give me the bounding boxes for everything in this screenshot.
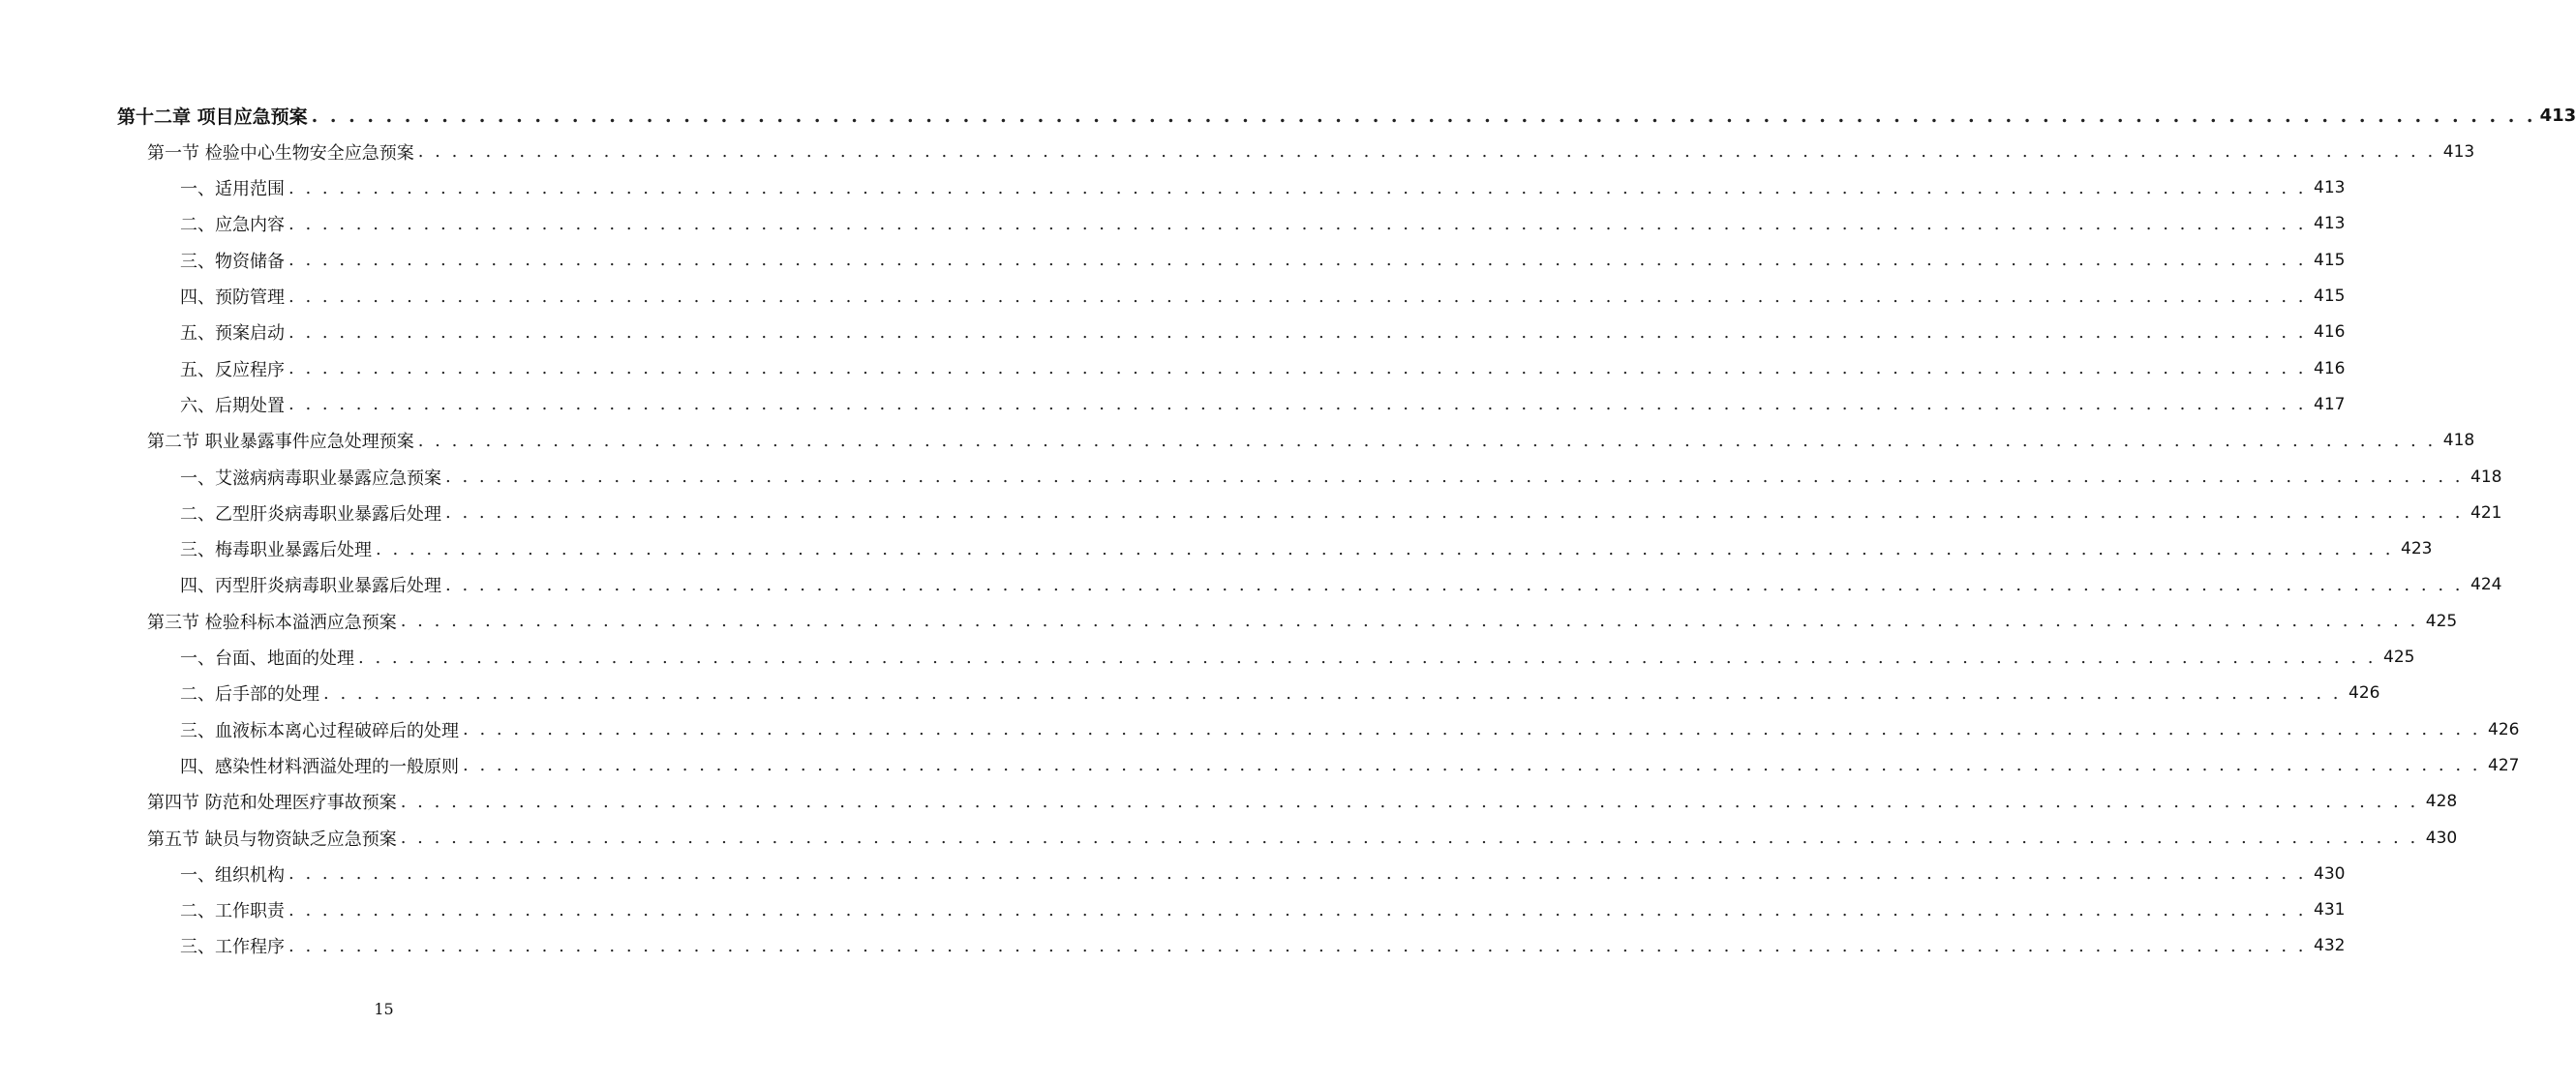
dot-leader: . . . . . . . . . . . . . . . . . . . . . . . . . . . . . . . . . . . . . . . . . . . . . . . . . . . . . . . . . . . . . . . . . . . . . . . . . . . . . . . . . . . . . . . . . . . . . . . . . . . . . . . . . . . . . . . . . . . . . . . . (288, 863, 2307, 885)
toc-entry-title: 第一节 检验中心生物安全应急预案 (147, 142, 414, 164)
toc-entry-title: 二、工作职责 (180, 901, 285, 922)
toc-entry-title: 四、预防管理 (180, 287, 285, 308)
dot-leader: . . . . . . . . . . . . . . . . . . . . . . . . . . . . . . . . . . . . . . . . . . . . . . . . . . . . . . . . . . . . . . . . . . . . . . . . . . . . . . . . . . . . . . . . . . . . . . . . . . . . . . . . . . . . . . . . . . . . . . . . (417, 430, 2437, 451)
toc-subsection-entry[interactable] (0, 350, 2346, 386)
toc-entry-page: 427 (2488, 755, 2520, 775)
toc-subsection-entry[interactable] (0, 747, 2520, 783)
toc-entry-page: 425 (2425, 611, 2458, 631)
toc-entry-title: 三、梅毒职业暴露后处理 (180, 540, 372, 561)
toc-entry-page: 426 (2488, 719, 2520, 739)
toc-entry-title: 第二节 职业暴露事件应急处理预案 (147, 432, 414, 453)
toc-entry-title: 四、感染性材料洒溢处理的一般原则 (180, 756, 459, 777)
toc-entry-page: 413 (2314, 178, 2346, 198)
toc-entry-title: 一、艾滋病病毒职业暴露应急预案 (180, 468, 441, 489)
toc-entry-title: 三、血液标本离心过程破碎后的处理 (180, 720, 459, 741)
toc-entry-page: 416 (2314, 322, 2346, 343)
toc-entry-title: 三、物资储备 (180, 251, 285, 272)
toc-entry-page: 430 (2425, 828, 2458, 848)
dot-leader: . . . . . . . . . . . . . . . . . . . . . . . . . . . . . . . . . . . . . . . . . . . . . . . . . . . . . . . . . . . . . . . . . . . . . . . . . . . . . . . . . . . . . . . . . . . . . . . . . . . . . . . . . . . . . . . . . . . . . . . . (288, 935, 2307, 956)
toc-entry-title: 五、反应程序 (180, 359, 285, 380)
toc-section-entry[interactable] (0, 603, 2458, 639)
toc-subsection-entry[interactable] (0, 386, 2346, 422)
page-number: 15 (374, 1000, 394, 1018)
toc-entry-title: 二、乙型肝炎病毒职业暴露后处理 (180, 503, 441, 525)
toc-entry-title: 一、组织机构 (180, 864, 285, 886)
toc-entry-page: 413 (2442, 141, 2475, 162)
toc-subsection-entry[interactable] (0, 711, 2520, 747)
toc-entry-page: 413 (2539, 106, 2576, 126)
dot-leader: . . . . . . . . . . . . . . . . . . . . . . . . . . . . . . . . . . . . . . . . . . . . . . . . . . . . . . . . . . . . . . . . . . . . . . . . . . . . . . . . . . . . . . . . . . . . . . . . . . . . . . . . . . . . . . . . . . . . . . . . (463, 719, 2481, 740)
toc-entry-page: 417 (2314, 394, 2346, 414)
dot-leader: . . . . . . . . . . . . . . . . . . . . . . . . . . . . . . . . . . . . . . . . . . . . . . . . . . . . . . . . . . . . . . . . . . . . . . . . . . . . . . . . . . . . . . . . . . . . . . . . . . . . . . . . . . . . . . . . . . . . . . . . (417, 141, 2437, 163)
toc-entry-title: 第五节 缺员与物资缺乏应急预案 (147, 829, 397, 850)
toc-entry-page: 432 (2314, 936, 2346, 956)
toc-entry-page: 413 (2314, 214, 2346, 234)
toc-subsection-entry[interactable] (0, 676, 2380, 711)
toc-entry-page: 416 (2314, 358, 2346, 378)
toc-subsection-entry[interactable] (0, 279, 2346, 315)
dot-leader: . . . . . . . . . . . . . . . . . . . . . . . . . . . . . . . . . . . . . . . . . . . . . . . . . . . . . . . . . . . . . . . . . . . . . . . . . . . . . . . . . . . . . . . . . . . . . . . . . . . . . . . . . . . . . . . . . . . . . . . . (288, 358, 2307, 379)
toc-subsection-entry[interactable] (0, 567, 2502, 603)
toc-subsection-entry[interactable] (0, 856, 2346, 891)
toc-entry-title: 第四节 防范和处理医疗事故预案 (147, 793, 397, 814)
toc-entry-page: 430 (2314, 863, 2346, 884)
dot-leader: . . . . . . . . . . . . . . . . . . . . . . . . . . . . . . . . . . . . . . . . . . . . . . . . . . . . . . . . . . . . . . . . . . . . . . . . . . . . . . . . . . . . . . . . . . . . . . . . . . . . . . . . . . . . . . . . . . . . . . . . (445, 574, 2464, 595)
dot-leader: . . . . . . . . . . . . . . . . . . . . . . . . . . . . . . . . . . . . . . . . . . . . . . . . . . . . . . . . . . . . . . . . . . . . . . . . . . . . . . . . . . . . . . . . . . . . . . . . . . . . . . . . . . . . . . . . . . . . . . . . (358, 647, 2377, 668)
toc-subsection-entry[interactable] (0, 459, 2502, 495)
dot-leader: . . . . . . . . . . . . . . . . . . . . . . . . . . . . . . . . . . . . . . . . . . . . . . . . . . . . . . . . . . . . . . . . . . . . . . . . . . . . . . . . . . . . . . . . . . . . . . . . . . . . . . . . . . . . . . . . . . . . . . . . (376, 538, 2394, 559)
dot-leader: . . . . . . . . . . . . . . . . . . . . . . . . . . . . . . . . . . . . . . . . . . . . . . . . . . . . . . . . . . . . . . . . . . . . . . . . . . . . . . . . . . . . . . . . . . . . . . . . . . . . . . . . . . . . . . . . . . . . . . . . (311, 105, 2536, 127)
toc-subsection-entry[interactable] (0, 315, 2346, 350)
toc-entry-page: 425 (2383, 648, 2415, 667)
dot-leader: . . . . . . . . . . . . . . . . . . . . . . . . . . . . . . . . . . . . . . . . . . . . . . . . . . . . . . . . . . . . . . . . . . . . . . . . . . . . . . . . . . . . . . . . . . . . . . . . . . . . . . . . . . . . . . . . . . . . . . . . (288, 321, 2307, 343)
toc-subsection-entry[interactable] (0, 928, 2346, 964)
toc-entry-page: 415 (2314, 250, 2346, 270)
dot-leader: . . . . . . . . . . . . . . . . . . . . . . . . . . . . . . . . . . . . . . . . . . . . . . . . . . . . . . . . . . . . . . . . . . . . . . . . . . . . . . . . . . . . . . . . . . . . . . . . . . . . . . . . . . . . . . . . . . . . . . . . (400, 611, 2419, 632)
toc-entry-page: 424 (2470, 575, 2502, 595)
toc-entry-title: 第三节 检验科标本溢洒应急预案 (147, 612, 397, 633)
dot-leader: . . . . . . . . . . . . . . . . . . . . . . . . . . . . . . . . . . . . . . . . . . . . . . . . . . . . . . . . . . . . . . . . . . . . . . . . . . . . . . . . . . . . . . . . . . . . . . . . . . . . . . . . . . . . . . . . . . . . . . . . (445, 467, 2464, 487)
toc-entry-page: 426 (2349, 683, 2380, 704)
dot-leader: . . . . . . . . . . . . . . . . . . . . . . . . . . . . . . . . . . . . . . . . . . . . . . . . . . . . . . . . . . . . . . . . . . . . . . . . . . . . . . . . . . . . . . . . . . . . . . . . . . . . . . . . . . . . . . . . . . . . . . . . (288, 213, 2307, 234)
dot-leader: . . . . . . . . . . . . . . . . . . . . . . . . . . . . . . . . . . . . . . . . . . . . . . . . . . . . . . . . . . . . . . . . . . . . . . . . . . . . . . . . . . . . . . . . . . . . . . . . . . . . . . . . . . . . . . . . . . . . . . . . (445, 502, 2464, 524)
toc-entry-title: 二、后手部的处理 (180, 684, 319, 706)
toc-section-entry[interactable] (0, 134, 2475, 169)
dot-leader: . . . . . . . . . . . . . . . . . . . . . . . . . . . . . . . . . . . . . . . . . . . . . . . . . . . . . . . . . . . . . . . . . . . . . . . . . . . . . . . . . . . . . . . . . . . . . . . . . . . . . . . . . . . . . . . . . . . . . . . . (288, 250, 2307, 271)
toc-entry-title: 一、台面、地面的处理 (180, 649, 354, 669)
dot-leader: . . . . . . . . . . . . . . . . . . . . . . . . . . . . . . . . . . . . . . . . . . . . . . . . . . . . . . . . . . . . . . . . . . . . . . . . . . . . . . . . . . . . . . . . . . . . . . . . . . . . . . . . . . . . . . . . . . . . . . . . (288, 177, 2307, 198)
toc-entry-page: 423 (2401, 539, 2433, 559)
dot-leader: . . . . . . . . . . . . . . . . . . . . . . . . . . . . . . . . . . . . . . . . . . . . . . . . . . . . . . . . . . . . . . . . . . . . . . . . . . . . . . . . . . . . . . . . . . . . . . . . . . . . . . . . . . . . . . . . . . . . . . . . (463, 755, 2481, 776)
toc-entry-page: 421 (2470, 502, 2502, 523)
toc-entry-title: 一、适用范围 (180, 179, 285, 200)
toc-entry-title: 二、应急内容 (180, 215, 285, 236)
toc-entry-page: 415 (2314, 287, 2346, 306)
toc-entry-page: 431 (2314, 900, 2346, 920)
toc-section-entry[interactable] (0, 784, 2458, 820)
toc-subsection-entry[interactable] (0, 242, 2346, 278)
toc-chapter-entry[interactable] (0, 98, 2576, 134)
toc-section-entry[interactable] (0, 423, 2475, 459)
dot-leader: . . . . . . . . . . . . . . . . . . . . . . . . . . . . . . . . . . . . . . . . . . . . . . . . . . . . . . . . . . . . . . . . . . . . . . . . . . . . . . . . . . . . . . . . . . . . . . . . . . . . . . . . . . . . . . . . . . . . . . . . (400, 791, 2419, 812)
toc-entry-page: 418 (2442, 431, 2475, 451)
dot-leader: . . . . . . . . . . . . . . . . . . . . . . . . . . . . . . . . . . . . . . . . . . . . . . . . . . . . . . . . . . . . . . . . . . . . . . . . . . . . . . . . . . . . . . . . . . . . . . . . . . . . . . . . . . . . . . . . . . . . . . . . (288, 394, 2307, 415)
toc-entry-page: 418 (2470, 467, 2502, 487)
toc-subsection-entry[interactable] (0, 531, 2433, 567)
dot-leader: . . . . . . . . . . . . . . . . . . . . . . . . . . . . . . . . . . . . . . . . . . . . . . . . . . . . . . . . . . . . . . . . . . . . . . . . . . . . . . . . . . . . . . . . . . . . . . . . . . . . . . . . . . . . . . . . . . . . . . . . (323, 682, 2342, 704)
toc-entry-page: 428 (2425, 792, 2458, 812)
toc-subsection-entry[interactable] (0, 206, 2346, 242)
toc-entry-title: 四、丙型肝炎病毒职业暴露后处理 (180, 576, 441, 597)
toc-entry-title: 三、工作程序 (180, 937, 285, 958)
toc-subsection-entry[interactable] (0, 495, 2502, 530)
dot-leader: . . . . . . . . . . . . . . . . . . . . . . . . . . . . . . . . . . . . . . . . . . . . . . . . . . . . . . . . . . . . . . . . . . . . . . . . . . . . . . . . . . . . . . . . . . . . . . . . . . . . . . . . . . . . . . . . . . . . . . . . (288, 899, 2307, 920)
toc-subsection-entry[interactable] (0, 170, 2346, 206)
dot-leader: . . . . . . . . . . . . . . . . . . . . . . . . . . . . . . . . . . . . . . . . . . . . . . . . . . . . . . . . . . . . . . . . . . . . . . . . . . . . . . . . . . . . . . . . . . . . . . . . . . . . . . . . . . . . . . . . . . . . . . . . (400, 828, 2419, 848)
toc-section-entry[interactable] (0, 820, 2458, 856)
toc-entry-title: 第十二章 项目应急预案 (117, 106, 308, 128)
toc-entry-title: 五、预案启动 (180, 323, 285, 345)
toc-subsection-entry[interactable] (0, 640, 2415, 676)
dot-leader: . . . . . . . . . . . . . . . . . . . . . . . . . . . . . . . . . . . . . . . . . . . . . . . . . . . . . . . . . . . . . . . . . . . . . . . . . . . . . . . . . . . . . . . . . . . . . . . . . . . . . . . . . . . . . . . . . . . . . . . . (288, 286, 2307, 307)
toc-entry-title: 六、后期处置 (180, 395, 285, 416)
toc-subsection-entry[interactable] (0, 892, 2346, 928)
